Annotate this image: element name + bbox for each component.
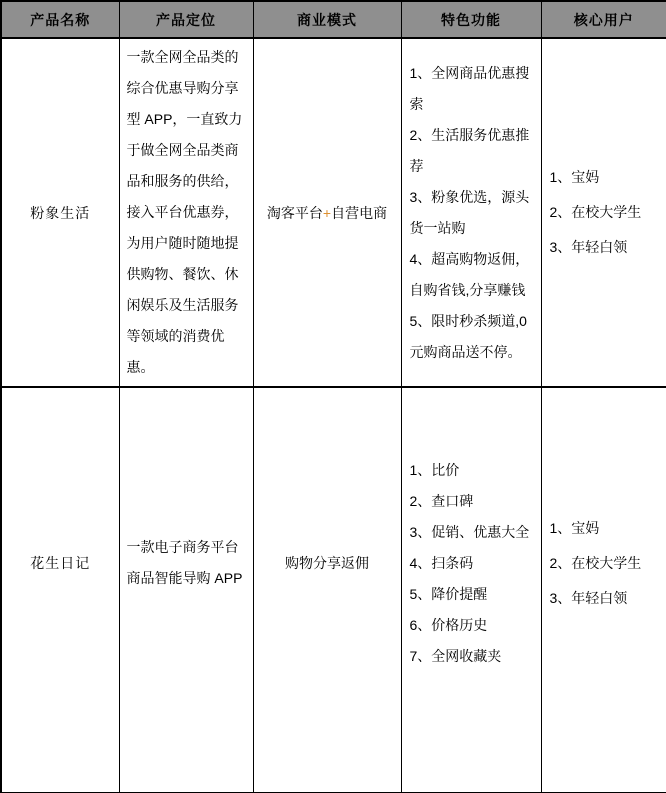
header-featured-functions: 特色功能 — [401, 1, 541, 38]
business-model-text: 购物分享返佣 — [285, 555, 369, 571]
core-user-item: 2、在校大学生 — [549, 554, 642, 571]
feature-item: 2、生活服务优惠推荐 — [409, 126, 530, 174]
table-row-fenxiang — [1, 38, 666, 387]
feature-item: 3、促销、优惠大全 — [409, 523, 530, 540]
feature-item: 3、粉象优选，源头货一站购 — [409, 188, 530, 236]
featured-functions-cell — [401, 387, 541, 793]
header-business-model: 商业模式 — [253, 1, 401, 38]
featured-functions-cell — [401, 38, 541, 387]
feature-item: 5、限时秒杀频道,0元购商品送不停。 — [409, 312, 527, 360]
plus-sign: + — [322, 204, 332, 221]
feature-item: 5、降价提醒 — [409, 585, 488, 602]
feature-list — [410, 455, 535, 672]
header-product-positioning: 产品定位 — [119, 1, 253, 38]
core-user-item: 1、宝妈 — [549, 519, 600, 536]
business-model-cell — [253, 387, 401, 793]
core-users-cell — [541, 38, 666, 387]
feature-item: 2、查口碑 — [409, 492, 474, 509]
core-user-item: 3、年轻白领 — [549, 589, 628, 606]
header-product-name: 产品名称 — [1, 1, 119, 38]
feature-list — [410, 58, 535, 368]
core-user-list — [550, 511, 661, 616]
feature-item: 6、价格历史 — [409, 616, 488, 633]
feature-item: 4、超高购物返佣，自购省钱,分享赚钱 — [409, 250, 530, 298]
business-model-cell — [253, 38, 401, 387]
core-user-list — [550, 160, 661, 265]
product-name-cell: 花生日记 — [1, 387, 119, 793]
header-row — [1, 1, 666, 38]
core-user-item: 3、年轻白领 — [549, 239, 628, 255]
product-positioning-cell: 一款全网全品类的综合优惠导购分享型 APP，一直致力于做全网全品类商品和服务的供给，接入平台优惠券，为用户随时随地提供购物、餐饮、休闲娱乐及生活服务等领域的消费优惠。 — [119, 38, 253, 387]
header-core-users: 核心用户 — [541, 1, 666, 38]
core-user-item: 1、宝妈 — [549, 169, 600, 185]
product-positioning-cell: 一款电子商务平台商品智能导购 APP — [119, 387, 253, 793]
business-model-text: 淘客平台 — [266, 204, 323, 221]
feature-item: 1、比价 — [409, 461, 460, 478]
feature-item: 7、全网收藏夹 — [409, 647, 502, 664]
product-name-cell: 粉象生活 — [1, 38, 119, 387]
feature-item: 1、全网商品优惠搜索 — [409, 64, 530, 112]
core-user-item: 2、在校大学生 — [549, 204, 642, 220]
feature-item: 4、扫条码 — [409, 554, 474, 571]
table-row-huasheng — [1, 387, 666, 793]
core-users-cell — [541, 387, 666, 793]
business-model-text: 自营电商 — [331, 204, 388, 221]
